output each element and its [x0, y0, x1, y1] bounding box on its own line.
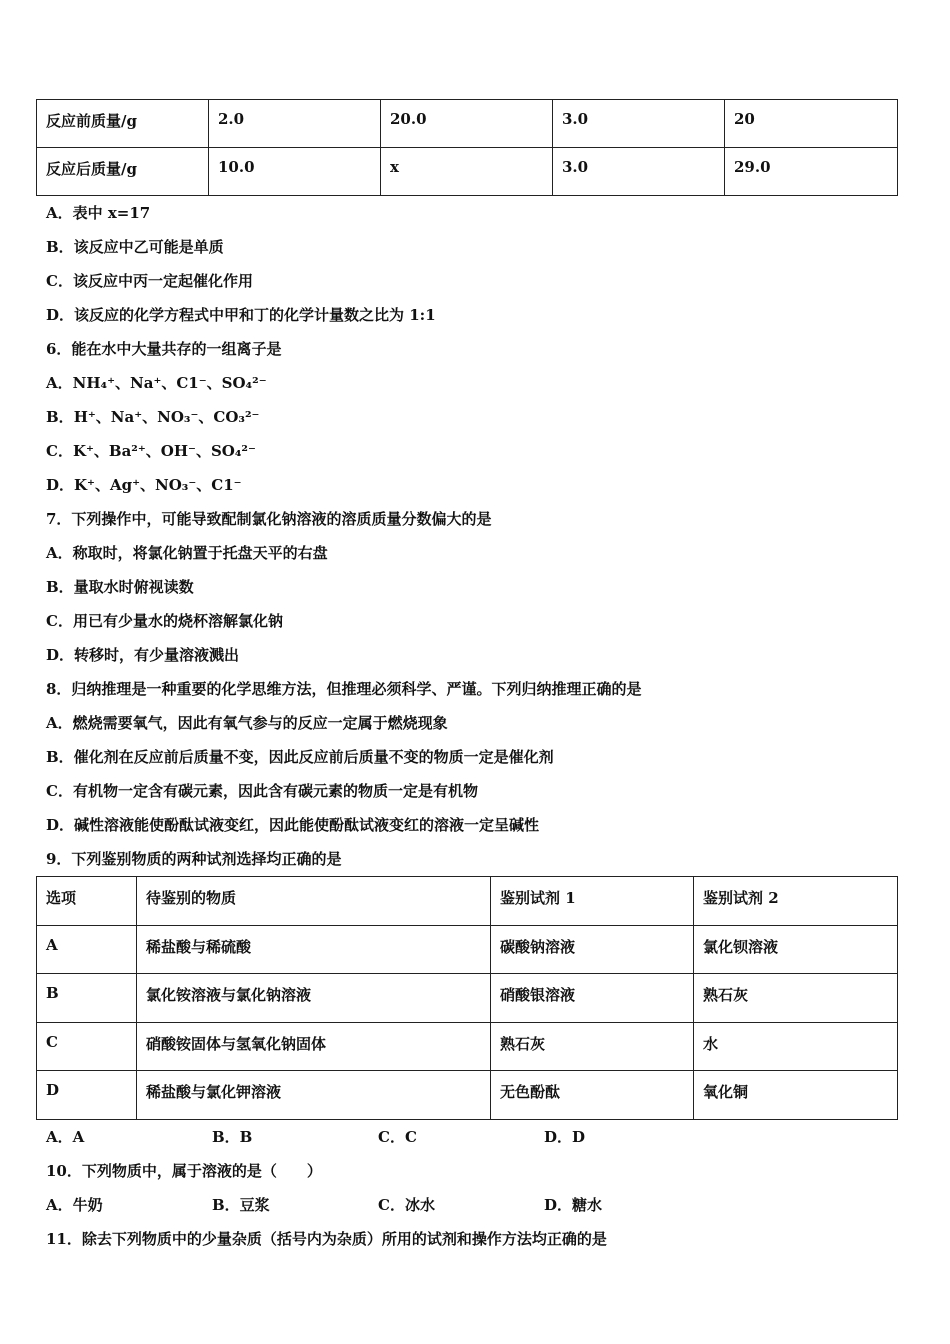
q7-option-d: D．转移时，有少量溶液溅出 [46, 646, 240, 664]
q9-option-a: A．A [46, 1127, 85, 1146]
option-text: NH₄⁺、Na⁺、C1⁻、SO₄²⁻ [72, 374, 267, 392]
table-header-row [37, 877, 898, 926]
table-cell: 硝酸银溶液 [491, 974, 694, 1023]
q6-stem: 6．能在水中大量共存的一组离子是 [46, 340, 282, 358]
q8-option-a: A．燃烧需要氧气，因此有氧气参与的反应一定属于燃烧现象 [46, 714, 448, 732]
q8-stem: 8．归纳推理是一种重要的化学思维方法，但推理必须科学、严谨。下列归纳推理正确的是 [46, 680, 642, 698]
option-letter: B． [46, 408, 74, 426]
q5-option-c: C．该反应中丙一定起催化作用 [46, 272, 253, 290]
q8-option-b: B．催化剂在反应前后质量不变，因此反应前后质量不变的物质一定是催化剂 [46, 748, 554, 766]
q10-stem: 10．下列物质中，属于溶液的是（ ） [46, 1161, 322, 1180]
table-cell: 碳酸钠溶液 [491, 925, 694, 974]
q7-option-a: A．称取时，将氯化钠置于托盘天平的右盘 [46, 544, 328, 562]
q11-stem: 11．除去下列物质中的少量杂质（括号内为杂质）所用的试剂和操作方法均正确的是 [46, 1229, 607, 1248]
q7-option-c: C．用已有少量水的烧杯溶解氯化钠 [46, 612, 283, 630]
table-header-cell: 鉴别试剂 1 [491, 877, 694, 926]
table-row [37, 974, 898, 1023]
table-cell: 熟石灰 [491, 1022, 694, 1071]
q5-option-b: B．该反应中乙可能是单质 [46, 238, 224, 256]
table-header-cell: 选项 [37, 877, 137, 926]
table-cell: 熟石灰 [694, 974, 898, 1023]
q6-option-a [36, 366, 898, 400]
table-cell: 氯化铵溶液与氯化钠溶液 [137, 974, 491, 1023]
table-header-cell: 鉴别试剂 2 [694, 877, 898, 926]
table-cell: 3.0 [553, 100, 725, 148]
table-header-cell: 待鉴别的物质 [137, 877, 491, 926]
table-cell: 反应前质量/g [37, 100, 209, 148]
q6-option-b [36, 400, 898, 434]
q8-option-d: D．碱性溶液能使酚酞试液变红，因此能使酚酞试液变红的溶液一定呈碱性 [46, 816, 540, 834]
table-row [37, 925, 898, 974]
q6-option-d [36, 468, 898, 502]
table-cell: 20.0 [381, 100, 553, 148]
option-letter: C． [46, 442, 73, 460]
table-cell: 稀盐酸与稀硫酸 [137, 925, 491, 974]
option-text: H⁺、Na⁺、NO₃⁻、CO₃²⁻ [73, 408, 260, 426]
q9-stem: 9．下列鉴别物质的两种试剂选择均正确的是 [46, 850, 342, 868]
table-cell: A [37, 925, 137, 974]
table-cell: 氧化铜 [694, 1071, 898, 1120]
q6-option-c [36, 434, 898, 468]
option-letter: D． [46, 476, 75, 494]
option-text: K⁺、Ag⁺、NO₃⁻、C1⁻ [74, 476, 242, 494]
option-letter: A． [46, 374, 73, 392]
mass-table [36, 99, 898, 196]
q10-options [36, 1188, 898, 1222]
q10-option-d: D．糖水 [544, 1195, 603, 1214]
table-cell: 水 [694, 1022, 898, 1071]
table-cell: 29.0 [725, 148, 898, 196]
table-cell: 无色酚酞 [491, 1071, 694, 1120]
table-row [37, 1022, 898, 1071]
table-cell: 反应后质量/g [37, 148, 209, 196]
table-cell: 20 [725, 100, 898, 148]
q9-option-b: B．B [212, 1127, 253, 1146]
q7-stem: 7．下列操作中，可能导致配制氯化钠溶液的溶质质量分数偏大的是 [46, 510, 492, 528]
q9-option-c: C．C [378, 1127, 417, 1146]
table-row [37, 1071, 898, 1120]
table-cell: C [37, 1022, 137, 1071]
table-row [37, 148, 898, 196]
table-cell: 稀盐酸与氯化钾溶液 [137, 1071, 491, 1120]
q10-option-a: A．牛奶 [46, 1195, 103, 1214]
q7-option-b: B．量取水时俯视读数 [46, 578, 194, 596]
table-cell: 3.0 [553, 148, 725, 196]
document-page [36, 99, 898, 1256]
table-cell: 2.0 [209, 100, 381, 148]
q9-option-d: D．D [544, 1127, 586, 1146]
q9-options [36, 1120, 898, 1154]
option-text: K⁺、Ba²⁺、OH⁻、SO₄²⁻ [72, 442, 256, 460]
table-cell: 氯化钡溶液 [694, 925, 898, 974]
q5-option-a: A．表中 x=17 [46, 204, 151, 222]
q8-option-c: C．有机物一定含有碳元素，因此含有碳元素的物质一定是有机物 [46, 782, 478, 800]
table-row [37, 100, 898, 148]
q10-option-b: B．豆浆 [212, 1195, 270, 1214]
table-cell: B [37, 974, 137, 1023]
table-cell: D [37, 1071, 137, 1120]
reagent-table [36, 876, 898, 1120]
table-cell: 10.0 [209, 148, 381, 196]
table-cell: x [381, 148, 553, 196]
q5-option-d: D．该反应的化学方程式中甲和丁的化学计量数之比为 1:1 [46, 306, 436, 324]
table-cell: 硝酸铵固体与氢氧化钠固体 [137, 1022, 491, 1071]
q10-option-c: C．冰水 [378, 1195, 435, 1214]
